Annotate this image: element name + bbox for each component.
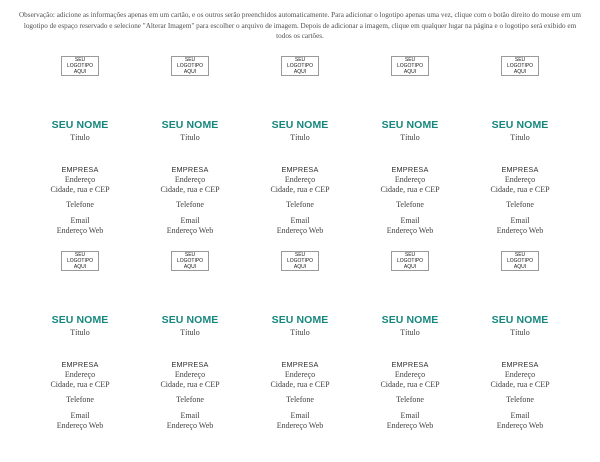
card-email[interactable]: Email: [180, 216, 200, 225]
card-address[interactable]: Endereço: [284, 370, 316, 379]
card-city[interactable]: Cidade, rua e CEP: [50, 185, 110, 194]
card-name[interactable]: SEU NOME: [381, 314, 439, 326]
card-title[interactable]: Título: [400, 133, 420, 142]
card-name[interactable]: SEU NOME: [381, 119, 439, 131]
card-phone[interactable]: Telefone: [506, 200, 534, 209]
card-city[interactable]: Cidade, rua e CEP: [380, 380, 440, 389]
card-contact-block: [135, 411, 245, 431]
card-address-block: [135, 370, 245, 390]
card-title[interactable]: Título: [180, 133, 200, 142]
card-web[interactable]: Endereço Web: [166, 421, 214, 430]
card-web[interactable]: Endereço Web: [496, 226, 544, 235]
card-address-block: [245, 370, 355, 390]
card-contact-block: [355, 411, 465, 431]
card-email[interactable]: Email: [290, 216, 310, 225]
business-card[interactable]: [465, 247, 575, 442]
card-web[interactable]: Endereço Web: [276, 421, 324, 430]
card-address[interactable]: Endereço: [284, 175, 316, 184]
logo-placeholder[interactable]: SEU LOGOTIPO AQUI: [501, 251, 539, 271]
card-web[interactable]: Endereço Web: [166, 226, 214, 235]
card-contact-block: [245, 216, 355, 236]
business-card[interactable]: [355, 247, 465, 442]
logo-placeholder[interactable]: SEU LOGOTIPO AQUI: [171, 56, 209, 76]
card-company[interactable]: EMPRESA: [391, 360, 429, 369]
card-address[interactable]: Endereço: [504, 370, 536, 379]
card-company[interactable]: EMPRESA: [501, 360, 539, 369]
card-address-block: [25, 175, 135, 195]
card-company[interactable]: EMPRESA: [501, 165, 539, 174]
card-contact-block: [135, 216, 245, 236]
card-title[interactable]: Título: [290, 133, 310, 142]
card-company[interactable]: EMPRESA: [391, 165, 429, 174]
card-name[interactable]: SEU NOME: [271, 119, 329, 131]
card-name[interactable]: SEU NOME: [271, 314, 329, 326]
business-card[interactable]: [135, 52, 245, 247]
card-address[interactable]: Endereço: [64, 175, 96, 184]
card-contact-block: [245, 411, 355, 431]
card-city[interactable]: Cidade, rua e CEP: [270, 185, 330, 194]
card-address[interactable]: Endereço: [64, 370, 96, 379]
card-web[interactable]: Endereço Web: [386, 226, 434, 235]
card-email[interactable]: Email: [400, 411, 420, 420]
card-email[interactable]: Email: [510, 411, 530, 420]
business-card[interactable]: [135, 247, 245, 442]
card-phone[interactable]: Telefone: [176, 395, 204, 404]
card-web[interactable]: Endereço Web: [496, 421, 544, 430]
card-phone[interactable]: Telefone: [396, 395, 424, 404]
business-card[interactable]: [245, 247, 355, 442]
logo-placeholder[interactable]: SEU LOGOTIPO AQUI: [281, 251, 319, 271]
card-company[interactable]: EMPRESA: [171, 360, 209, 369]
card-email[interactable]: Email: [70, 411, 90, 420]
card-company[interactable]: EMPRESA: [171, 165, 209, 174]
card-city[interactable]: Cidade, rua e CEP: [160, 185, 220, 194]
logo-placeholder[interactable]: SEU LOGOTIPO AQUI: [171, 251, 209, 271]
card-phone[interactable]: Telefone: [66, 200, 94, 209]
card-phone[interactable]: Telefone: [286, 395, 314, 404]
card-name[interactable]: SEU NOME: [51, 119, 109, 131]
card-contact-block: [465, 411, 575, 431]
card-email[interactable]: Email: [290, 411, 310, 420]
card-title[interactable]: Título: [400, 328, 420, 337]
card-title[interactable]: Título: [70, 133, 90, 142]
card-phone[interactable]: Telefone: [286, 200, 314, 209]
card-web[interactable]: Endereço Web: [56, 226, 104, 235]
card-email[interactable]: Email: [510, 216, 530, 225]
card-title[interactable]: Título: [510, 133, 530, 142]
business-card-sheet: [0, 52, 600, 442]
logo-placeholder[interactable]: SEU LOGOTIPO AQUI: [391, 251, 429, 271]
card-city[interactable]: Cidade, rua e CEP: [490, 380, 550, 389]
card-name[interactable]: SEU NOME: [161, 119, 219, 131]
card-title[interactable]: Título: [180, 328, 200, 337]
card-web[interactable]: Endereço Web: [56, 421, 104, 430]
card-contact-block: [355, 216, 465, 236]
card-title[interactable]: Título: [290, 328, 310, 337]
card-city[interactable]: Cidade, rua e CEP: [380, 185, 440, 194]
card-address-block: [355, 175, 465, 195]
card-phone[interactable]: Telefone: [396, 200, 424, 209]
business-card[interactable]: [465, 52, 575, 247]
card-address[interactable]: Endereço: [174, 175, 206, 184]
card-address-block: [355, 370, 465, 390]
business-card[interactable]: [355, 52, 465, 247]
card-web[interactable]: Endereço Web: [276, 226, 324, 235]
card-city[interactable]: Cidade, rua e CEP: [160, 380, 220, 389]
card-phone[interactable]: Telefone: [176, 200, 204, 209]
card-web[interactable]: Endereço Web: [386, 421, 434, 430]
card-company[interactable]: EMPRESA: [281, 165, 319, 174]
card-email[interactable]: Email: [180, 411, 200, 420]
card-address[interactable]: Endereço: [394, 370, 426, 379]
card-title[interactable]: Título: [70, 328, 90, 337]
card-name[interactable]: SEU NOME: [161, 314, 219, 326]
card-address[interactable]: Endereço: [504, 175, 536, 184]
card-email[interactable]: Email: [400, 216, 420, 225]
card-contact-block: [25, 216, 135, 236]
card-address-block: [25, 370, 135, 390]
business-card[interactable]: [245, 52, 355, 247]
logo-placeholder[interactable]: SEU LOGOTIPO AQUI: [391, 56, 429, 76]
logo-placeholder[interactable]: SEU LOGOTIPO AQUI: [61, 251, 99, 271]
business-card[interactable]: [25, 52, 135, 247]
card-name[interactable]: SEU NOME: [51, 314, 109, 326]
card-title[interactable]: Título: [510, 328, 530, 337]
card-city[interactable]: Cidade, rua e CEP: [270, 380, 330, 389]
card-email[interactable]: Email: [70, 216, 90, 225]
card-address[interactable]: Endereço: [394, 175, 426, 184]
card-address-block: [465, 175, 575, 195]
card-address-block: [245, 175, 355, 195]
card-address-block: [465, 370, 575, 390]
card-city[interactable]: Cidade, rua e CEP: [50, 380, 110, 389]
card-company[interactable]: EMPRESA: [61, 165, 99, 174]
card-address[interactable]: Endereço: [174, 370, 206, 379]
card-phone[interactable]: Telefone: [66, 395, 94, 404]
card-name[interactable]: SEU NOME: [491, 119, 549, 131]
business-card[interactable]: [25, 247, 135, 442]
card-city[interactable]: Cidade, rua e CEP: [490, 185, 550, 194]
card-company[interactable]: EMPRESA: [281, 360, 319, 369]
logo-placeholder[interactable]: SEU LOGOTIPO AQUI: [281, 56, 319, 76]
logo-placeholder[interactable]: SEU LOGOTIPO AQUI: [61, 56, 99, 76]
logo-placeholder[interactable]: SEU LOGOTIPO AQUI: [501, 56, 539, 76]
card-company[interactable]: EMPRESA: [61, 360, 99, 369]
card-address-block: [135, 175, 245, 195]
card-contact-block: [465, 216, 575, 236]
instruction-note: Observação: adicione as informações apenas em um cartão, e os outros serão preenchidos automaticamente. Para adicionar o logotipo apenas uma vez, clique com o botão direito do mouse em um logotipo de espaço reservado e selecione "Alterar Imagem" para escolher o arquivo de imagem. Depois de adicionar a imagem, clique em qualquer lugar na página e o logotipo será exibido em todos os cartões.: [18, 11, 582, 40]
card-phone[interactable]: Telefone: [506, 395, 534, 404]
card-name[interactable]: SEU NOME: [491, 314, 549, 326]
card-contact-block: [25, 411, 135, 431]
